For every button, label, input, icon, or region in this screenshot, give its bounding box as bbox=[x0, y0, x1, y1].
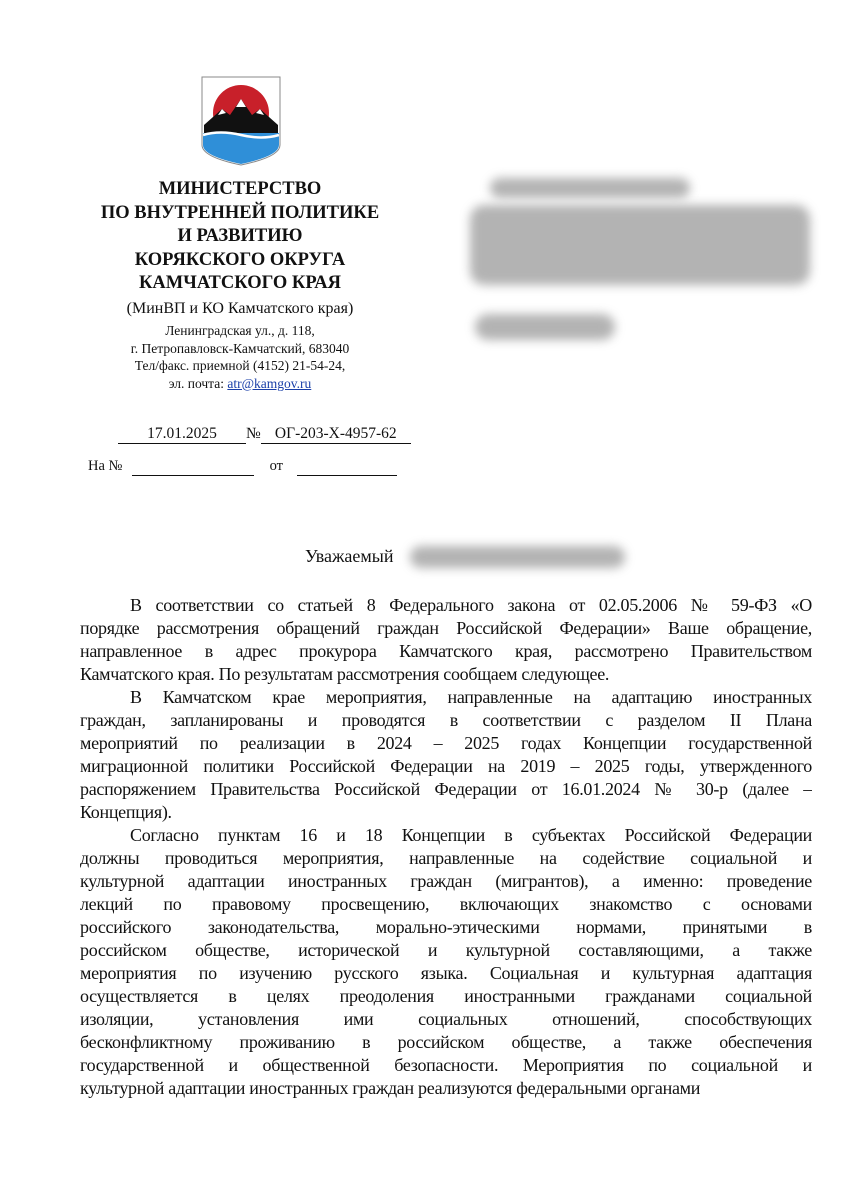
letter-body bbox=[80, 594, 812, 1100]
organization-name bbox=[60, 178, 420, 296]
text-line: бесконфликтному проживанию в российском обществе, а также обеспечения bbox=[80, 1032, 812, 1052]
address-line: г. Петропавловск-Камчатский, 683040 bbox=[130, 340, 350, 356]
address-line: Ленинградская ул., д. 118, bbox=[165, 323, 315, 338]
reply-to-line bbox=[88, 458, 397, 476]
text-line: культурной адаптации иностранных граждан (мигрантов), а именно: проведение bbox=[80, 871, 812, 891]
org-line: МИНИСТЕРСТВО bbox=[158, 179, 322, 199]
paragraph bbox=[80, 686, 812, 824]
text-line: миграционной политики Российской Федерации на 2019 – 2025 годы, утвержденного bbox=[80, 756, 812, 776]
text-line: В соответствии со статьей 8 Федерального закона от 02.05.2006 № 59-ФЗ «О bbox=[130, 595, 812, 615]
org-address bbox=[60, 322, 420, 392]
from-label: от bbox=[269, 458, 284, 474]
org-short-name: (МинВП и КО Камчатского края) bbox=[126, 300, 354, 317]
from-date-blank bbox=[297, 458, 397, 476]
email-label: эл. почта: bbox=[168, 375, 228, 391]
text-line: российском обществе, исторической и культурной составляющими, а также bbox=[80, 940, 812, 960]
text-line: осуществляется в целях преодоления иностранными гражданами социальной bbox=[80, 986, 812, 1006]
document-date: 17.01.2025 bbox=[118, 425, 246, 444]
email-link[interactable]: atr@kamgov.ru bbox=[227, 375, 312, 391]
reply-to-number-blank bbox=[132, 458, 254, 476]
text-line: мероприятия по изучению русского языка. Социальная и культурная адаптация bbox=[80, 963, 812, 983]
reply-to-label: На № bbox=[88, 458, 123, 474]
text-line: Камчатского края. По результатам рассмотрения сообщаем следующее. bbox=[80, 664, 610, 684]
address-line: Тел/факс. приемной (4152) 21-54-24, bbox=[134, 358, 346, 373]
paragraph bbox=[80, 824, 812, 1100]
redacted-recipient bbox=[475, 314, 615, 340]
text-line: культурной адаптации иностранных граждан реализуются федеральными органами bbox=[80, 1078, 701, 1098]
number-sign: № bbox=[246, 425, 261, 442]
text-line: Согласно пунктам 16 и 18 Концепции в субъектах Российской Федерации bbox=[130, 825, 812, 845]
org-line: ПО ВНУТРЕННЕЙ ПОЛИТИКЕ bbox=[100, 202, 380, 223]
text-line: изоляции, установления ими социальных отношений, способствующих bbox=[80, 1009, 812, 1029]
org-line: И РАЗВИТИЮ bbox=[177, 226, 303, 246]
redacted-name bbox=[410, 546, 625, 568]
redacted-recipient bbox=[490, 178, 690, 198]
text-line: государственной и общественной безопасности. Мероприятия по социальной и bbox=[80, 1055, 812, 1075]
text-line: российского законодательства, морально-этическими нормами, принятыми в bbox=[80, 917, 812, 937]
text-line: лекций по правовому просвещению, включающих знакомство с основами bbox=[80, 894, 812, 914]
salutation: Уважаемый bbox=[305, 546, 394, 566]
text-line: должны проводиться мероприятия, направленные на содействие социальной и bbox=[80, 848, 812, 868]
text-line: граждан, запланированы и проводятся в соответствии с разделом II Плана bbox=[80, 710, 812, 730]
redacted-recipient bbox=[470, 205, 810, 285]
text-line: Концепция). bbox=[80, 802, 172, 822]
text-line: направленное в адрес прокурора Камчатского края, рассмотрено Правительством bbox=[80, 641, 812, 661]
text-line: распоряжением Правительства Российской Федерации от 16.01.2024 № 30-р (далее – bbox=[80, 779, 812, 799]
text-line: мероприятий по реализации в 2024 – 2025 годах Концепции государственной bbox=[80, 733, 812, 753]
org-line: КАМЧАТСКОГО КРАЯ bbox=[139, 273, 341, 293]
text-line: порядке рассмотрения обращений граждан Российской Федерации» Ваше обращение, bbox=[80, 618, 812, 638]
text-line: В Камчатском крае мероприятия, направленные на адаптацию иностранных bbox=[130, 687, 812, 707]
paragraph bbox=[80, 594, 812, 686]
registration-line bbox=[118, 425, 411, 444]
coat-of-arms-icon bbox=[200, 75, 282, 167]
org-line: КОРЯКСКОГО ОКРУГА bbox=[134, 249, 346, 270]
document-number: ОГ-203-Х-4957-62 bbox=[261, 425, 411, 444]
